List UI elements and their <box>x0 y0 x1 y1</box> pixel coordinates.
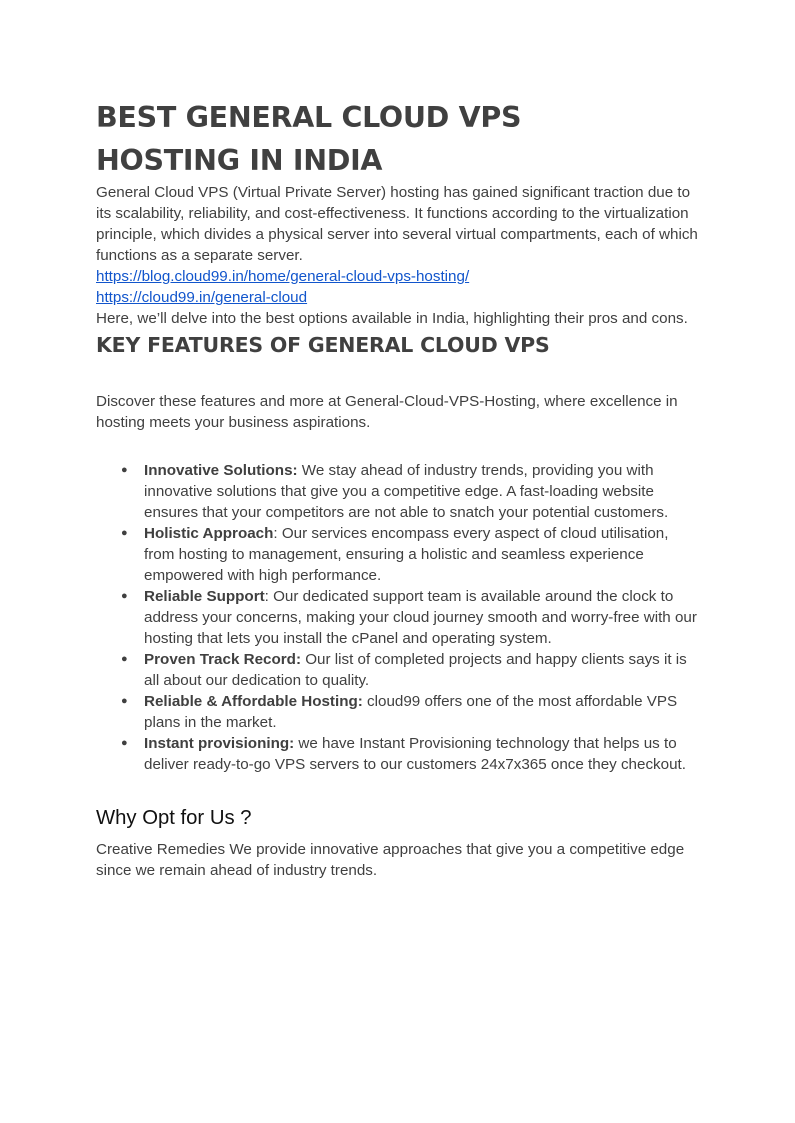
page-title-line-2: HOSTING IN INDIA <box>96 144 383 177</box>
feature-text: we have Instant Provisioning technology that helps us to deliver ready-to-go VPS servers to our customers 24x7x365 once they checkout. <box>144 735 686 773</box>
why-heading: Why Opt for Us ? <box>96 807 252 829</box>
bullet-icon: ● <box>121 653 128 665</box>
bullet-icon: ● <box>121 527 128 539</box>
bullet-icon: ● <box>121 590 128 602</box>
features-list <box>96 460 702 775</box>
feature-text: cloud99 offers one of the most affordable VPS plans in the market. <box>144 693 678 731</box>
features-intro: Discover these features and more at General-Cloud-VPS-Hosting, where excellence in hosting meets your business aspirations. <box>96 393 678 431</box>
list-item <box>96 523 702 586</box>
feature-title: Innovative Solutions: <box>144 462 298 479</box>
feature-text: : Our services encompass every aspect of cloud utilisation, from hosting to management, ensuring a holistic and seamless experience empowered with high performance. <box>144 525 669 584</box>
why-paragraph: Creative Remedies We provide innovative approaches that give you a competitive edge since we remain ahead of industry trends. <box>96 841 685 879</box>
list-item <box>96 586 702 649</box>
feature-title: Reliable & Affordable Hosting: <box>144 693 363 710</box>
list-item <box>96 649 702 691</box>
blog-link[interactable]: https://blog.cloud99.in/home/general-cloud-vps-hosting/ <box>96 268 470 285</box>
intro-after-paragraph: Here, we’ll delve into the best options available in India, highlighting their pros and cons. <box>96 310 688 327</box>
feature-title: Holistic Approach <box>144 525 274 542</box>
intro-paragraph: General Cloud VPS (Virtual Private Server) hosting has gained significant traction due to its scalability, reliability, and cost-effectiveness. It functions according to the virtualization principle, which divides a physical server into several virtual compartments, each of which functions as a separate server. <box>96 184 698 264</box>
document-page <box>96 96 702 881</box>
feature-title: Reliable Support <box>144 588 265 605</box>
feature-text: Our list of completed projects and happy clients says it is all about our dedication to quality. <box>144 651 687 689</box>
bullet-icon: ● <box>121 695 128 707</box>
feature-title: Instant provisioning: <box>144 735 295 752</box>
list-item <box>96 733 702 775</box>
list-item <box>96 460 702 523</box>
feature-text: : Our dedicated support team is available around the clock to address your concerns, making your cloud journey smooth and worry-free with our hosting that lets you install the cPanel and operating system. <box>144 588 697 647</box>
general-cloud-link[interactable]: https://cloud99.in/general-cloud <box>96 289 308 306</box>
page-title-line-1: BEST GENERAL CLOUD VPS <box>96 101 522 134</box>
feature-title: Proven Track Record: <box>144 651 301 668</box>
bullet-icon: ● <box>121 737 128 749</box>
list-item <box>96 691 702 733</box>
features-heading: KEY FEATURES OF GENERAL CLOUD VPS <box>96 333 550 357</box>
page-title <box>96 96 702 182</box>
feature-text: We stay ahead of industry trends, providing you with innovative solutions that give you a competitive edge. A fast-loading website ensures that your competitors are not able to snatch your potential customers. <box>144 462 669 521</box>
bullet-icon: ● <box>121 464 128 476</box>
